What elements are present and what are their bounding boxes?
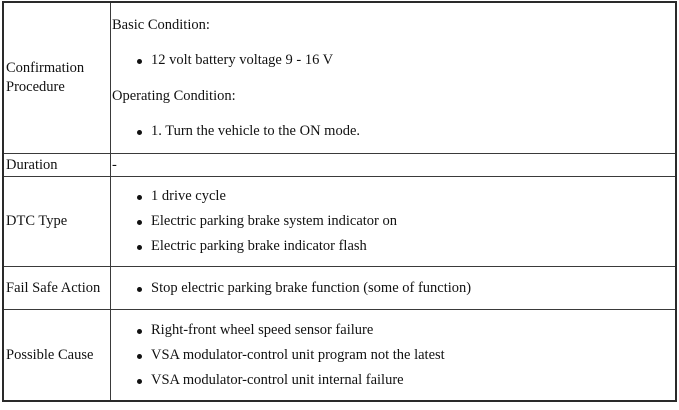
list-item: 12 volt battery voltage 9 - 16 V <box>136 51 675 70</box>
row-confirmation-procedure <box>3 2 676 154</box>
list-item: 1. Turn the vehicle to the ON mode. <box>136 122 675 141</box>
list-item: Stop electric parking brake function (some of function) <box>136 279 675 298</box>
value-fail-safe-action <box>111 267 677 310</box>
list-item: Electric parking brake system indicator on <box>136 212 675 231</box>
operating-condition-title: Operating Condition: <box>112 87 236 104</box>
dtc-type-list <box>112 187 675 256</box>
label-possible-cause: Possible Cause <box>3 310 111 402</box>
value-dtc-type <box>111 177 677 267</box>
list-item: VSA modulator-control unit program not the latest <box>136 346 675 365</box>
label-confirmation-procedure: Confirmation Procedure <box>3 2 111 154</box>
row-fail-safe-action <box>3 267 676 310</box>
list-item: VSA modulator-control unit internal failure <box>136 371 675 390</box>
possible-cause-list <box>112 321 675 390</box>
value-confirmation-procedure <box>111 2 677 154</box>
basic-condition-title: Basic Condition: <box>112 16 210 33</box>
fail-safe-list <box>112 279 675 298</box>
operating-condition-list <box>112 122 675 141</box>
basic-condition-list <box>112 51 675 70</box>
list-item: Right-front wheel speed sensor failure <box>136 321 675 340</box>
confirmation-block <box>112 16 675 141</box>
row-possible-cause <box>3 310 676 402</box>
diagnostic-spec-table <box>2 1 677 402</box>
label-dtc-type: DTC Type <box>3 177 111 267</box>
list-item: Electric parking brake indicator flash <box>136 237 675 256</box>
label-duration: Duration <box>3 154 111 177</box>
label-fail-safe-action: Fail Safe Action <box>3 267 111 310</box>
value-duration: - <box>111 154 677 177</box>
list-item: 1 drive cycle <box>136 187 675 206</box>
row-dtc-type <box>3 177 676 267</box>
row-duration <box>3 154 676 177</box>
value-possible-cause <box>111 310 677 402</box>
spec-table-container <box>2 1 677 407</box>
